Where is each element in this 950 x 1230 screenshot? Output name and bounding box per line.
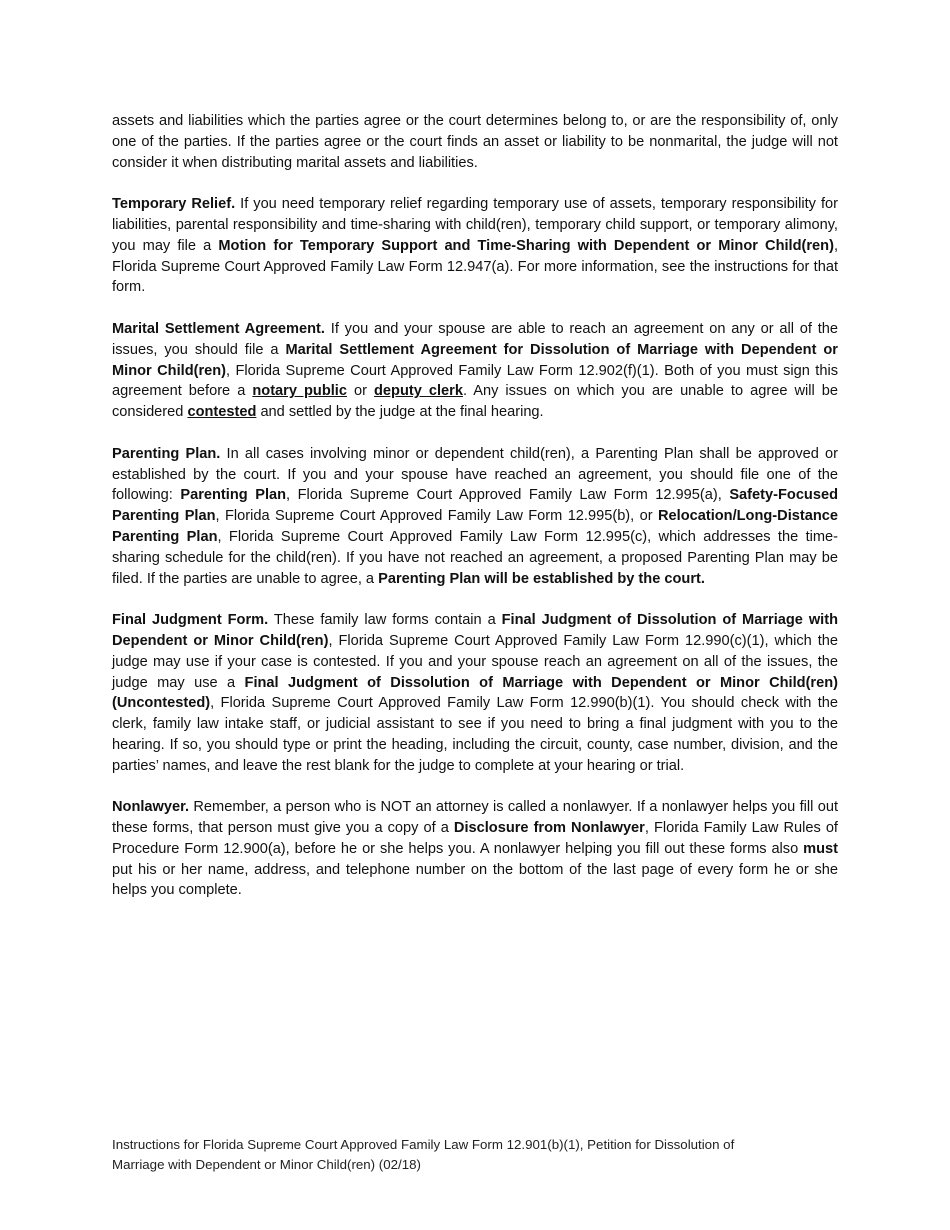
parenting-plan-text: , Florida Supreme Court Approved Family Law Form 12.995(c), which addresses the time-sharing schedule for the child(ren). If you have not reached an agreement, a proposed Parenting Plan may be filed. If the parties are unable to agree, a xyxy=(112,528,838,587)
temporary-relief-form-title: Motion for Temporary Support and Time-Sharing with Dependent or Minor Child(ren) xyxy=(218,237,834,254)
relocation-form-title: Relocation/Long-Distance Parenting Plan xyxy=(112,508,838,545)
notary-public-term: notary public xyxy=(252,383,347,400)
deputy-clerk-term: deputy clerk xyxy=(374,383,463,400)
nonlawyer-text: Remember, a person who is NOT an attorney is called a nonlawyer. If a nonlawyer helps you fill out these forms, that person must give you a copy of a xyxy=(112,799,838,837)
final-judgment-contested-title: Final Judgment of Dissolution of Marriage with Dependent or Minor Child(ren) xyxy=(112,612,838,649)
paragraph-parenting-plan xyxy=(112,444,838,590)
paragraph-continuation xyxy=(112,111,838,173)
nonlawyer-text: , Florida Family Law Rules of Procedure Form 12.900(a), before he or she helps you. A nonlawyer helping you fill out these forms also xyxy=(112,820,838,857)
page-footer xyxy=(112,1135,838,1174)
marital-settlement-text: If you and your spouse are able to reach an agreement on any or all of the issues, you should file a xyxy=(112,320,839,358)
temporary-relief-heading: Temporary Relief. xyxy=(112,196,236,213)
marital-settlement-text: or xyxy=(346,383,374,400)
parenting-plan-court-note: Parenting Plan will be established by the court. xyxy=(378,570,705,587)
marital-settlement-heading: Marital Settlement Agreement. xyxy=(112,320,325,337)
final-judgment-text: These family law forms contain a xyxy=(268,612,502,629)
nonlawyer-heading: Nonlawyer. xyxy=(112,799,190,816)
paragraph-nonlawyer xyxy=(112,797,838,901)
marital-settlement-text: and settled by the judge at the final hearing. xyxy=(256,404,544,421)
footer-line-2: Marriage with Dependent or Minor Child(ren) (02/18) xyxy=(112,1156,421,1172)
footer-line-1: Instructions for Florida Supreme Court Approved Family Law Form 12.901(b)(1), Petition for Dissolution of xyxy=(112,1137,735,1152)
temporary-relief-text: , Florida Supreme Court Approved Family Law Form 12.947(a). For more information, see the instructions for that form. xyxy=(112,237,839,296)
final-judgment-uncontested-title: Final Judgment of Dissolution of Marriage with Dependent or Minor Child(ren) (Uncontested) xyxy=(112,674,838,712)
disclosure-form-title: Disclosure from Nonlawyer xyxy=(453,820,645,837)
final-judgment-text: , Florida Supreme Court Approved Family Law Form 12.990(b)(1). You should check with the clerk, family law intake staff, or judicial assistant to see if you need to bring a final judgment with you to the hearing. If so, you should type or print the heading, including the circuit, county, case number, division, and the parties’ names, and leave the rest blank for the judge to complete at your hearing or trial. xyxy=(112,695,838,774)
marital-settlement-text: , Florida Supreme Court Approved Family Law Form 12.902(f)(1). Both of you must sign this agreement before a xyxy=(112,362,838,400)
document-body xyxy=(112,111,838,922)
parenting-plan-text: , Florida Supreme Court Approved Family Law Form 12.995(a), xyxy=(286,487,730,504)
parenting-plan-text: , Florida Supreme Court Approved Family Law Form 12.995(b), or xyxy=(215,508,658,525)
safety-focused-form-title: Safety-Focused Parenting Plan xyxy=(112,487,838,525)
marital-settlement-form-title: Marital Settlement Agreement for Dissolution of Marriage with Dependent or Minor Child(ren) xyxy=(112,341,838,379)
parenting-plan-text: In all cases involving minor or dependent child(ren), a Parenting Plan shall be approved or established by the court. If you and your spouse have reached an agreement, you should file one of the following: xyxy=(112,445,839,504)
paragraph-final-judgment xyxy=(112,610,838,776)
final-judgment-text: , Florida Supreme Court Approved Family Law Form 12.990(c)(1), which the judge may use if your case is contested. If you and your spouse reach an agreement on all of the issues, the judge may use a xyxy=(112,632,838,691)
contested-term: contested xyxy=(187,404,257,421)
must-emphasis: must xyxy=(803,840,838,857)
paragraph-temporary-relief xyxy=(112,194,838,298)
final-judgment-heading: Final Judgment Form. xyxy=(112,612,269,629)
parenting-plan-heading: Parenting Plan. xyxy=(112,445,221,462)
paragraph-marital-settlement xyxy=(112,319,838,423)
marital-settlement-text: . Any issues on which you are unable to agree will be considered xyxy=(112,383,838,421)
continuation-text: assets and liabilities which the parties agree or the court determines belong to, or are the responsibility of, only one of the parties. If the parties agree or the court finds an asset or liability to be nonmarital, the judge will not consider it when distributing marital assets and liabilities. xyxy=(112,113,838,171)
temporary-relief-text: If you need temporary relief regarding temporary use of assets, temporary responsibility for liabilities, parental responsibility and time-sharing with child(ren), temporary child support, or temporary alimony, you may file a xyxy=(112,196,838,254)
parenting-plan-form-title: Parenting Plan xyxy=(180,487,287,504)
nonlawyer-text: put his or her name, address, and telephone number on the bottom of the last page of every form he or she helps you complete. xyxy=(112,861,838,899)
